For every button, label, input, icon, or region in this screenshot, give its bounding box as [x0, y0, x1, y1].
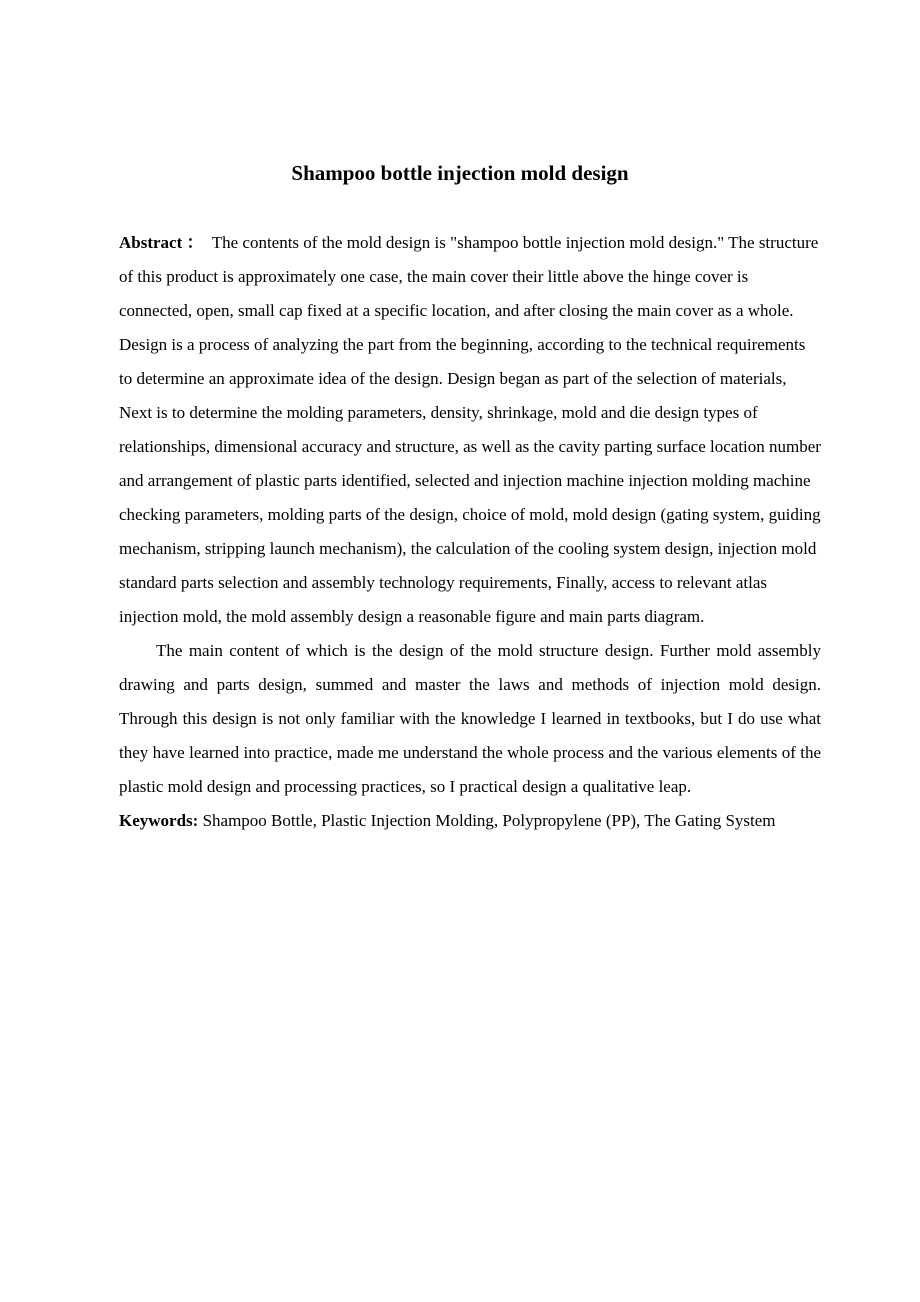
document-title: Shampoo bottle injection mold design [291, 161, 629, 185]
abstract-label: Abstract ： [119, 233, 204, 252]
abstract-paragraph [119, 226, 821, 634]
abstract-paragraph-2: The main content of which is the design of the mold structure design. Further mold assembly drawing and parts design, summed and master the laws and methods of injection mold design. Through this design is not only familiar with the knowledge I learned in textbooks, but I do use what they have learned into practice, made me understand the whole process and the various elements of the plastic mold design and processing practices, so I practical design a qualitative leap. [119, 641, 821, 796]
keywords-paragraph [119, 804, 821, 838]
abstract-text: The contents of the mold design is "shampoo bottle injection mold design." The structure of this product is approximately one case, the main cover their little above the hinge cover is connected, open, small cap fixed at a specific location, and after closing the main cover as a whole. Design is a process of analyzing the part from the beginning, according to the technical requirements to determine an approximate idea of the design. Design began as part of the selection of materials, Next is to determine the molding parameters, density, shrinkage, mold and die design types of relationships, dimensional accuracy and structure, as well as the cavity parting surface location number and arrangement of plastic parts identified, selected and injection machine injection molding machine checking parameters, molding parts of the design, choice of mold, mold design (gating system, guiding mechanism, stripping launch mechanism), the calculation of the cooling system design, injection mold standard parts selection and assembly technology requirements, Finally, access to relevant atlas injection mold, the mold assembly design a reasonable figure and main parts diagram. [119, 233, 821, 626]
keywords-text: Shampoo Bottle, Plastic Injection Molding, Polypropylene (PP), The Gating System [202, 811, 776, 830]
abstract-section [119, 226, 821, 838]
keywords-label: Keywords: [119, 811, 199, 830]
